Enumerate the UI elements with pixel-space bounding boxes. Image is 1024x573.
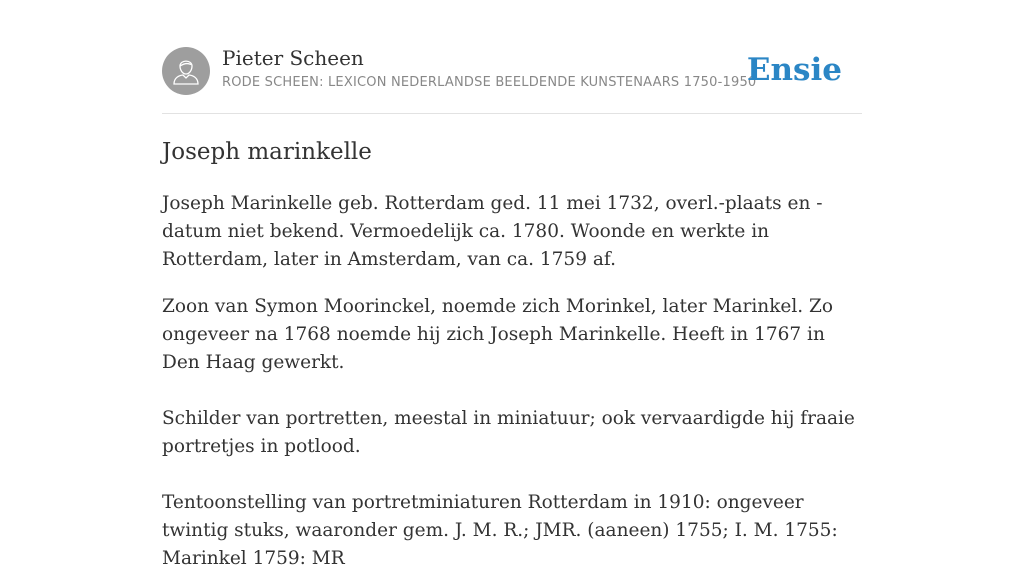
- article-body: [162, 190, 864, 573]
- paragraph: Zoon van Symon Moorinckel, noemde zich Morinkel, later Marinkel. Zo ongeveer na 1768 noemde hij zich Joseph Marinkelle. Heeft in 1767 in Den Haag gewerkt.: [162, 296, 834, 373]
- paragraph: Schilder van portretten, meestal in miniatuur; ook vervaardigde hij fraaie portretjes in potlood.: [162, 408, 855, 457]
- paragraph: Joseph Marinkelle geb. Rotterdam ged. 11 mei 1732, overl.-plaats en -datum niet bekend. Vermoedelijk ca. 1780. Woonde en werkte in Rotterdam, later in Amsterdam, van ca. 1759 af.: [162, 193, 823, 270]
- brand-logo[interactable]: Ensie: [746, 52, 842, 88]
- paragraph: Tentoonstelling van portretminiaturen Rotterdam in 1910: ongeveer twintig stuks, waaronder gem. J. M. R.; JMR. (aaneen) 1755; I. M. 1755: Marinkel 1759: MR: [162, 492, 838, 569]
- page-title: Joseph marinkelle: [162, 139, 372, 165]
- author-name[interactable]: Pieter Scheen: [222, 46, 364, 70]
- avatar[interactable]: [162, 47, 210, 95]
- header-divider: [162, 113, 862, 114]
- author-header: [162, 46, 862, 96]
- source-title[interactable]: RODE SCHEEN: LEXICON NEDERLANDSE BEELDENDE KUNSTENAARS 1750-1950: [222, 75, 757, 90]
- user-icon: [162, 47, 210, 95]
